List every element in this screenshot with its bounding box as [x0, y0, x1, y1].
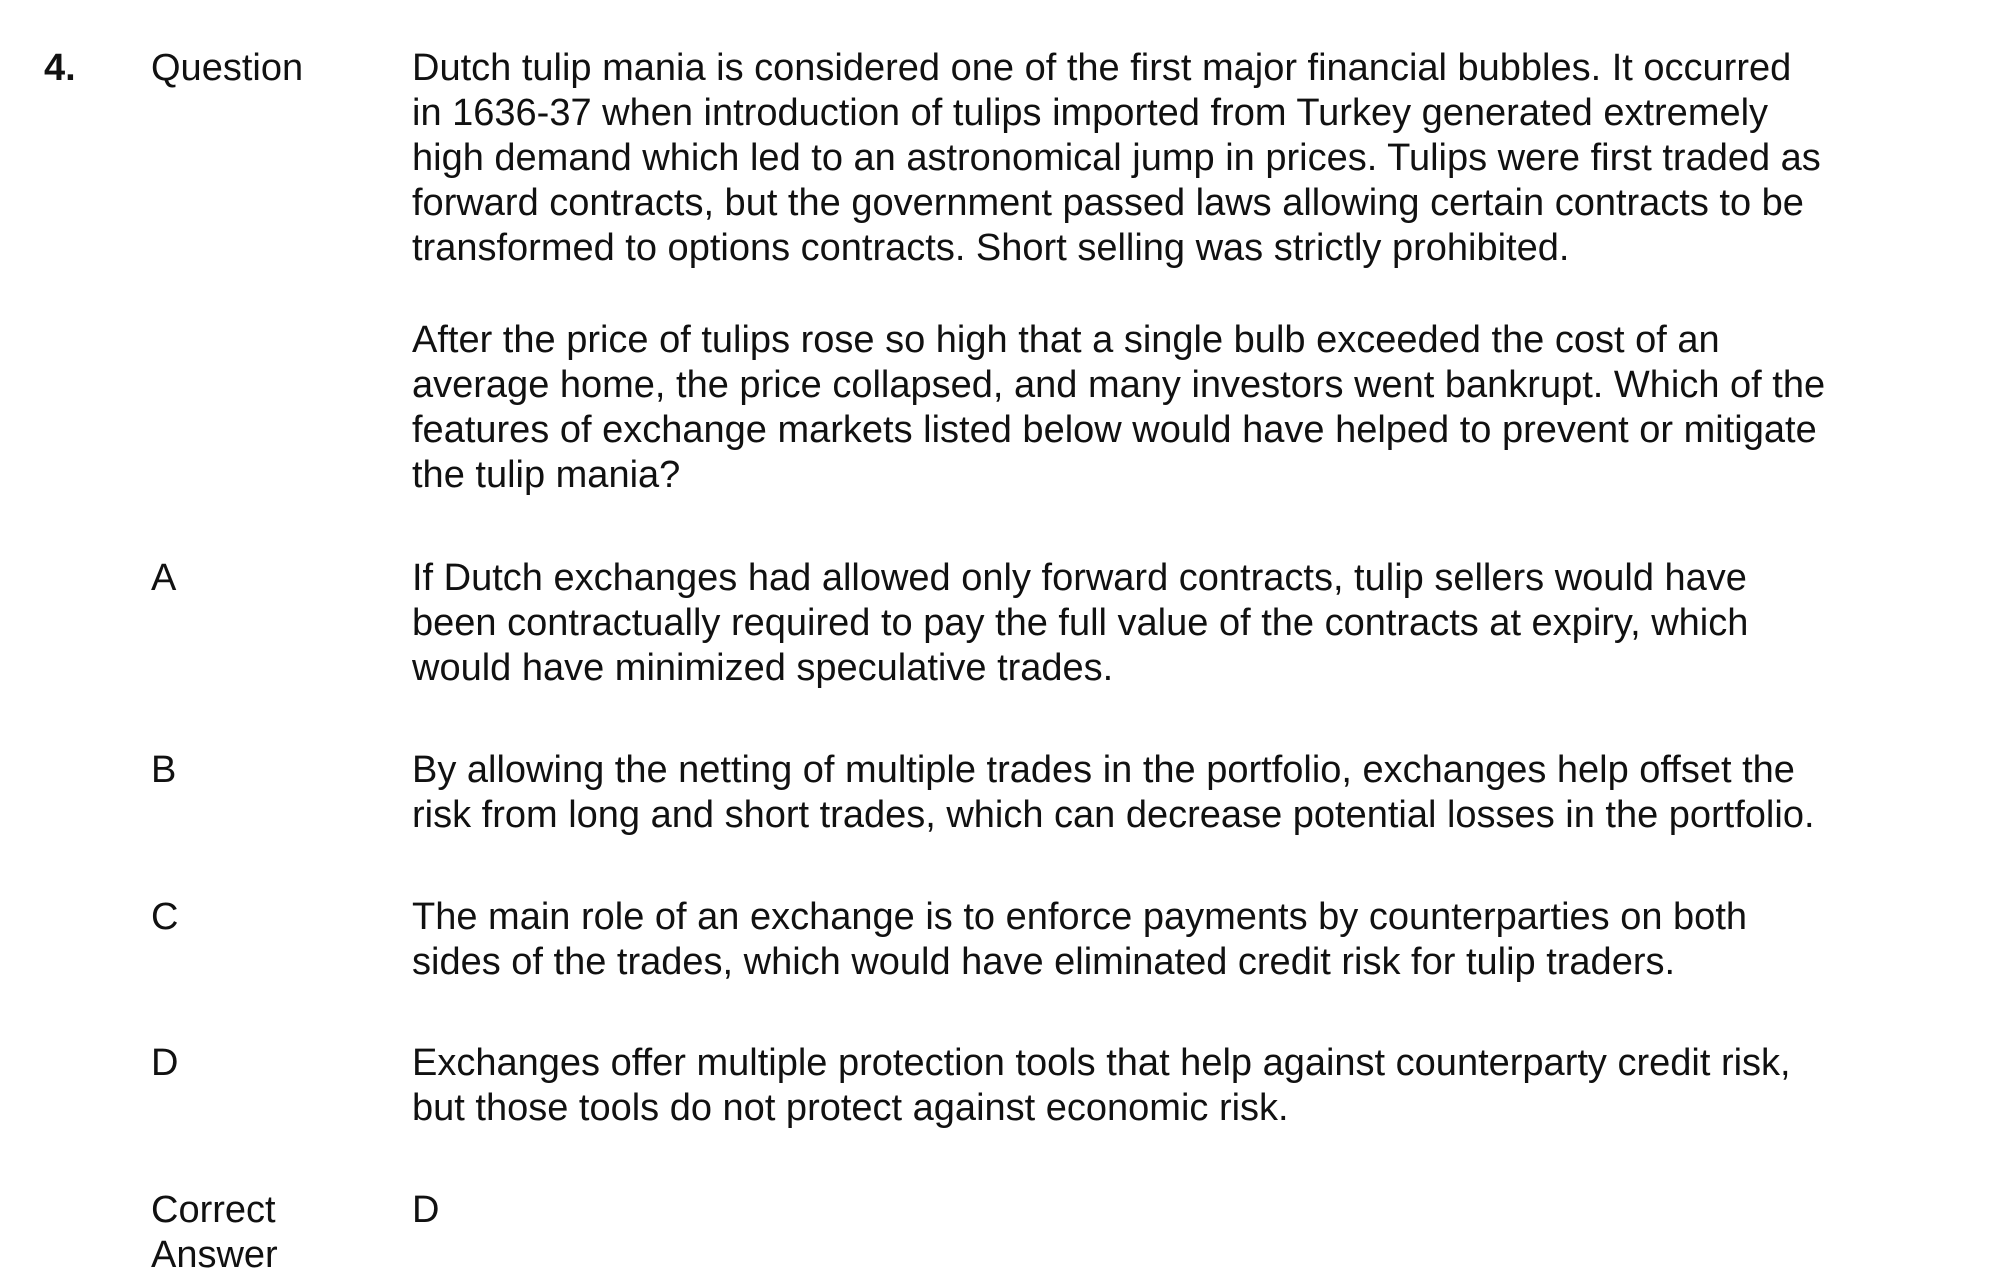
option-b-text: By allowing the netting of multiple trades in the portfolio, exchanges help offset the risk from long and short trades, which can decrease potential losses in the portfolio.	[412, 749, 1815, 836]
option-c-letter: C	[151, 896, 179, 938]
option-a-text: If Dutch exchanges had allowed only forward contracts, tulip sellers would have been contractually required to pay the full value of the contracts at expiry, which would have minimized speculative trades.	[412, 557, 1749, 689]
question-label: Question	[151, 47, 304, 89]
question-paragraph-1: Dutch tulip mania is considered one of the first major financial bubbles. It occurred in 1636-37 when introduction of tulips imported from Turkey generated extremely high demand which led to an astronomical jump in prices. Tulips were first traded as forward contracts, but the government passed laws allowing certain contracts to be transformed to options contracts. Short selling was strictly prohibited.	[412, 47, 1821, 269]
correct-answer-value: D	[412, 1189, 440, 1231]
question-number: 4.	[44, 47, 76, 89]
correct-answer-label: Correct Answer	[151, 1189, 278, 1276]
option-c-text: The main role of an exchange is to enforce payments by counterparties on both sides of the trades, which would have eliminated credit risk for tulip traders.	[412, 896, 1748, 983]
option-d-letter: D	[151, 1042, 179, 1084]
option-d-text: Exchanges offer multiple protection tools that help against counterparty credit risk, but those tools do not protect against economic risk.	[412, 1042, 1791, 1129]
option-a-letter: A	[151, 557, 177, 599]
option-b-letter: B	[151, 749, 177, 791]
question-paragraph-2: After the price of tulips rose so high that a single bulb exceeded the cost of an average home, the price collapsed, and many investors went bankrupt. Which of the features of exchange markets listed below would have helped to prevent or mitigate the tulip mania?	[412, 319, 1826, 496]
